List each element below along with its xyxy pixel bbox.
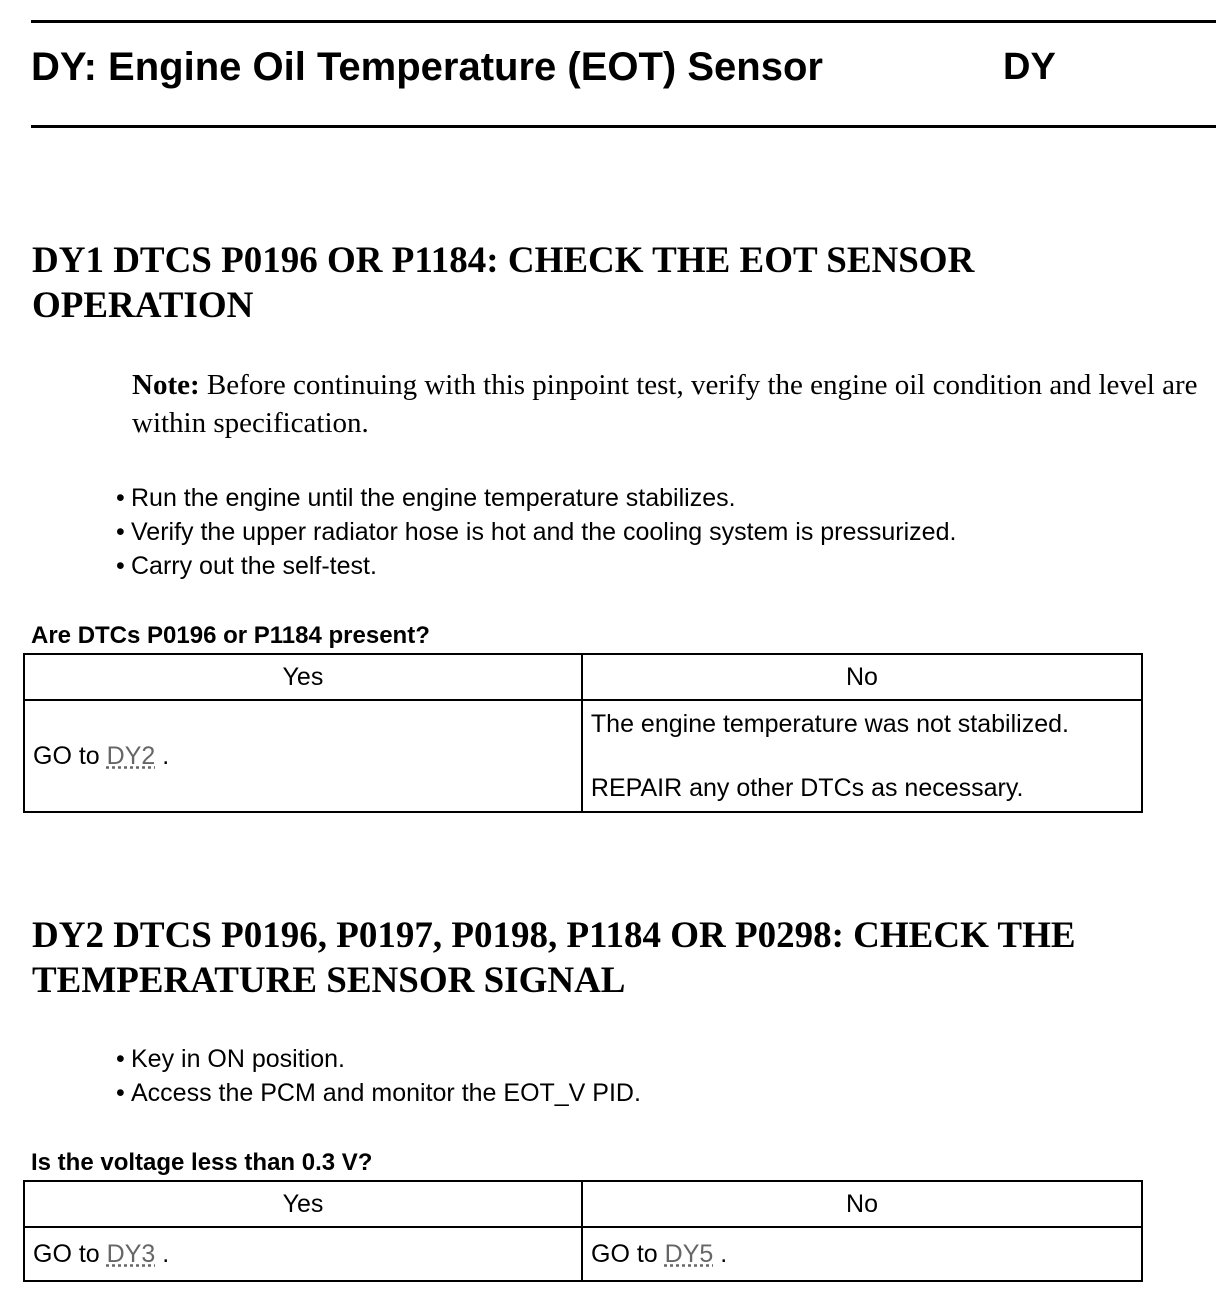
table-row: [24, 1227, 1142, 1281]
step-heading-dy1: DY1 DTCS P0196 OR P1184: CHECK THE EOT SENSOR OPERATION: [32, 240, 975, 326]
step-dy1-result-table: [23, 653, 1143, 813]
link-dy2[interactable]: DY2: [106, 741, 156, 770]
bullet-icon: •: [116, 484, 125, 512]
step-heading-dy2: DY2 DTCS P0196, P0197, P0198, P1184 OR P0298: CHECK THE TEMPERATURE SENSOR SIGNAL: [32, 915, 1076, 1001]
list-item-text: Verify the upper radiator hose is hot and the cooling system is pressurized.: [131, 518, 957, 546]
yes-prefix: GO to: [33, 1239, 100, 1268]
list-item: [116, 1042, 641, 1076]
yes-prefix: GO to: [33, 741, 100, 770]
no-cell: [582, 700, 1142, 812]
page-title: DY: Engine Oil Temperature (EOT) Sensor: [31, 45, 823, 89]
bullet-icon: •: [116, 1045, 125, 1073]
list-item-text: Access the PCM and monitor the EOT_V PID.: [131, 1079, 641, 1107]
yes-column-header: Yes: [24, 654, 582, 700]
table-row: [24, 700, 1142, 812]
list-item: [116, 549, 956, 583]
table-header-row: [24, 1181, 1142, 1227]
no-line-2: REPAIR any other DTCs as necessary.: [590, 774, 1024, 802]
table-header-row: [24, 654, 1142, 700]
top-rule: [31, 20, 1216, 23]
no-column-header: No: [582, 1181, 1142, 1227]
step-dy2-question: Is the voltage less than 0.3 V?: [31, 1149, 373, 1176]
yes-suffix: .: [162, 741, 170, 770]
list-item-text: Carry out the self-test.: [131, 552, 377, 580]
no-suffix: .: [720, 1239, 728, 1268]
step-dy1-question: Are DTCs P0196 or P1184 present?: [31, 622, 430, 649]
list-item: [116, 481, 956, 515]
bullet-icon: •: [116, 518, 125, 546]
list-item-text: Run the engine until the engine temperature stabilizes.: [131, 484, 736, 512]
yes-cell: [24, 1227, 582, 1281]
no-cell: [582, 1227, 1142, 1281]
yes-column-header: Yes: [24, 1181, 582, 1227]
yes-cell: [24, 700, 582, 812]
page-code: DY: [1003, 46, 1056, 88]
step-dy2-bullets: [116, 1042, 641, 1110]
no-prefix: GO to: [591, 1239, 658, 1268]
list-item: [116, 515, 956, 549]
no-line-1: The engine temperature was not stabilized.: [590, 710, 1069, 738]
list-item-text: Key in ON position.: [131, 1045, 345, 1073]
bullet-icon: •: [116, 1079, 125, 1107]
no-column-header: No: [582, 654, 1142, 700]
note-text: Before continuing with this pinpoint test, verify the engine oil condition and level are within specification.: [132, 369, 1198, 439]
bullet-icon: •: [116, 552, 125, 580]
note-label: Note:: [132, 369, 200, 401]
step-dy1-bullets: [116, 481, 956, 583]
note: [132, 366, 1202, 442]
link-dy5[interactable]: DY5: [664, 1239, 714, 1268]
yes-suffix: .: [162, 1239, 170, 1268]
step-dy2-result-table: [23, 1180, 1143, 1282]
link-dy3[interactable]: DY3: [106, 1239, 156, 1268]
list-item: [116, 1076, 641, 1110]
header-rule: [31, 125, 1216, 128]
